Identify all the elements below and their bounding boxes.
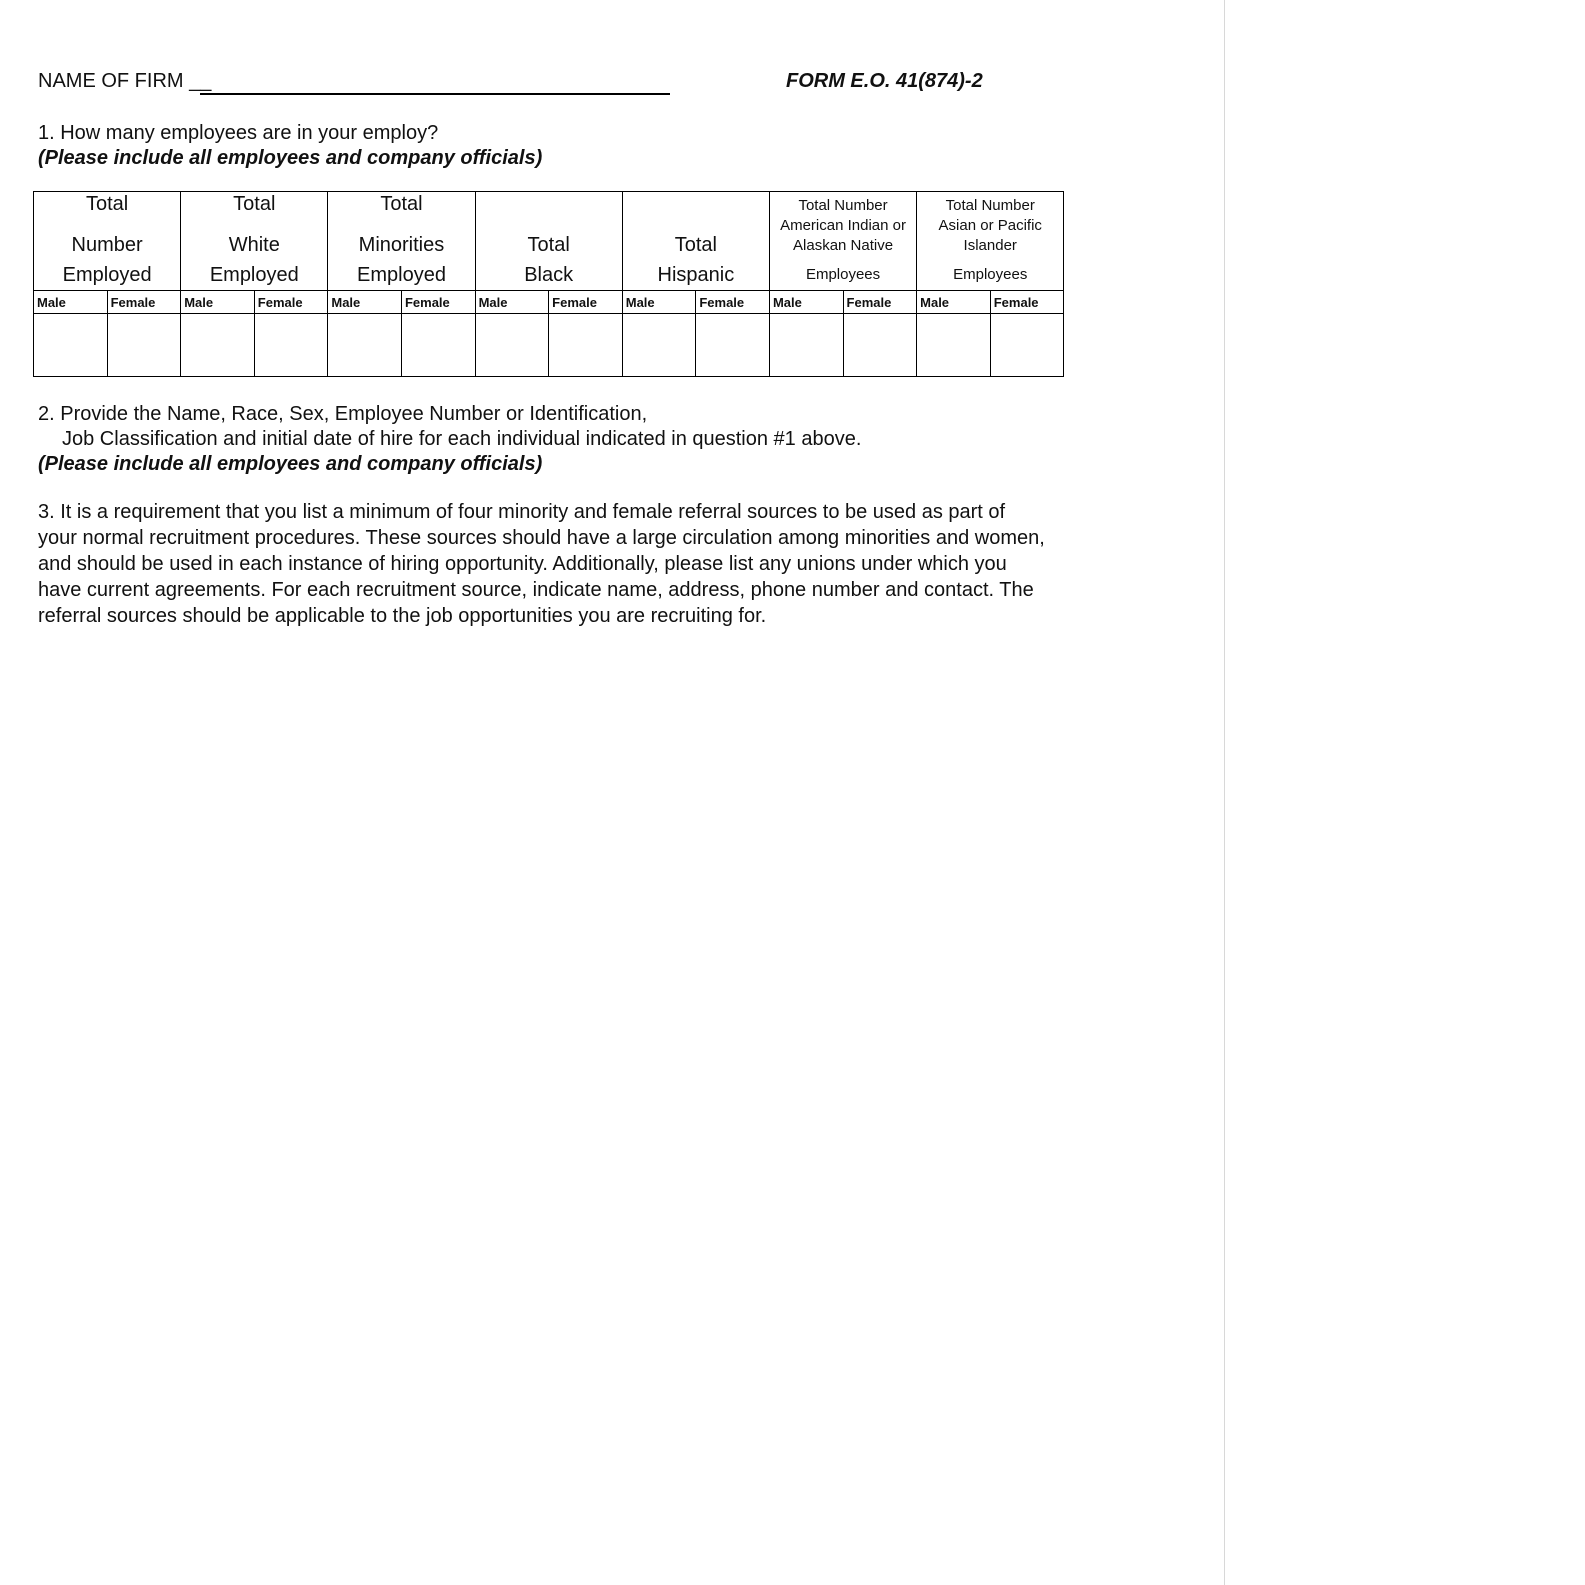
header-line: Total Number	[945, 197, 1035, 214]
male-label: Male	[328, 291, 402, 314]
header-line: Hispanic	[657, 264, 735, 286]
question-2-note: (Please include all employees and company officials)	[38, 453, 543, 475]
count-entry-cell[interactable]	[917, 314, 991, 377]
count-entry-cell[interactable]	[181, 314, 255, 377]
question-2-line-1: 2. Provide the Name, Race, Sex, Employee Number or Identification,	[38, 403, 648, 425]
question-1-note: (Please include all employees and company officials)	[38, 147, 543, 169]
female-label: Female	[549, 291, 623, 314]
female-label: Female	[843, 291, 917, 314]
count-entry-row	[34, 314, 1064, 377]
header-total-minorities-employed	[328, 192, 475, 291]
count-entry-cell[interactable]	[254, 314, 328, 377]
question-2	[38, 402, 861, 477]
question-3-text: 3. It is a requirement that you list a minimum of four minority and female referral sources to be used as part of your normal recruitment procedures. These sources should have a large circulation among minorities and women, and should be used in each instance of hiring opportunity. Additionally, please list any unions under which you have current agreements. For each recruitment source, indicate name, address, phone number and contact. The referral sources should be applicable to the job opportunities you are recruiting for.	[38, 501, 1045, 627]
female-label: Female	[401, 291, 475, 314]
header-american-indian-alaskan-native	[769, 192, 916, 291]
header-line: Total	[85, 193, 129, 215]
male-label: Male	[769, 291, 843, 314]
header-line: Total	[380, 193, 423, 215]
header-line: Employees	[805, 266, 881, 283]
header-line: Employees	[953, 266, 1028, 283]
count-entry-cell[interactable]	[622, 314, 696, 377]
count-entry-cell[interactable]	[34, 314, 108, 377]
header-total-black	[475, 192, 622, 291]
header-line: Alaskan Native	[793, 237, 894, 254]
header-line: Total	[233, 193, 276, 215]
header-total-number-employed	[34, 192, 181, 291]
count-entry-cell[interactable]	[696, 314, 770, 377]
male-label: Male	[475, 291, 549, 314]
employee-count-table	[33, 191, 1064, 377]
male-label: Male	[34, 291, 108, 314]
header-line: Total	[527, 234, 570, 256]
male-label: Male	[181, 291, 255, 314]
viewer-background	[1225, 0, 1585, 1585]
header-line: Islander	[963, 237, 1017, 254]
header-line: Minorities	[358, 234, 445, 256]
count-entry-cell[interactable]	[107, 314, 181, 377]
header-asian-pacific-islander	[917, 192, 1064, 291]
sex-label-row	[34, 291, 1064, 314]
name-of-firm-label: NAME OF FIRM __	[38, 70, 212, 92]
header-line: Total Number	[798, 197, 888, 214]
header-line: Employed	[357, 264, 446, 286]
question-2-line-2: Job Classification and initial date of hire for each individual indicated in question #1 above.	[62, 428, 862, 450]
question-1	[38, 121, 542, 171]
count-entry-cell[interactable]	[549, 314, 623, 377]
question-1-text: 1. How many employees are in your employ?	[38, 122, 439, 144]
header-line: Number	[71, 234, 143, 256]
header-total-white-employed	[181, 192, 328, 291]
male-label: Male	[917, 291, 991, 314]
count-entry-cell[interactable]	[328, 314, 402, 377]
header-total-hispanic	[622, 192, 769, 291]
header-line: Employed	[209, 264, 299, 286]
count-entry-cell[interactable]	[401, 314, 475, 377]
count-entry-cell[interactable]	[990, 314, 1064, 377]
female-label: Female	[696, 291, 770, 314]
name-of-firm-field[interactable]	[200, 93, 670, 95]
count-entry-cell[interactable]	[769, 314, 843, 377]
header-line: White	[228, 234, 280, 256]
form-code: FORM E.O. 41(874)-2	[786, 70, 983, 92]
header-line: American Indian or	[780, 217, 906, 234]
female-label: Female	[254, 291, 328, 314]
header-line: Employed	[62, 264, 152, 286]
male-label: Male	[622, 291, 696, 314]
female-label: Female	[107, 291, 181, 314]
female-label: Female	[990, 291, 1064, 314]
count-entry-cell[interactable]	[475, 314, 549, 377]
count-entry-cell[interactable]	[843, 314, 917, 377]
header-line: Total	[674, 234, 717, 256]
table-header-row	[34, 192, 1064, 291]
header-line: Black	[524, 264, 574, 286]
header-line: Asian or Pacific	[938, 217, 1042, 234]
